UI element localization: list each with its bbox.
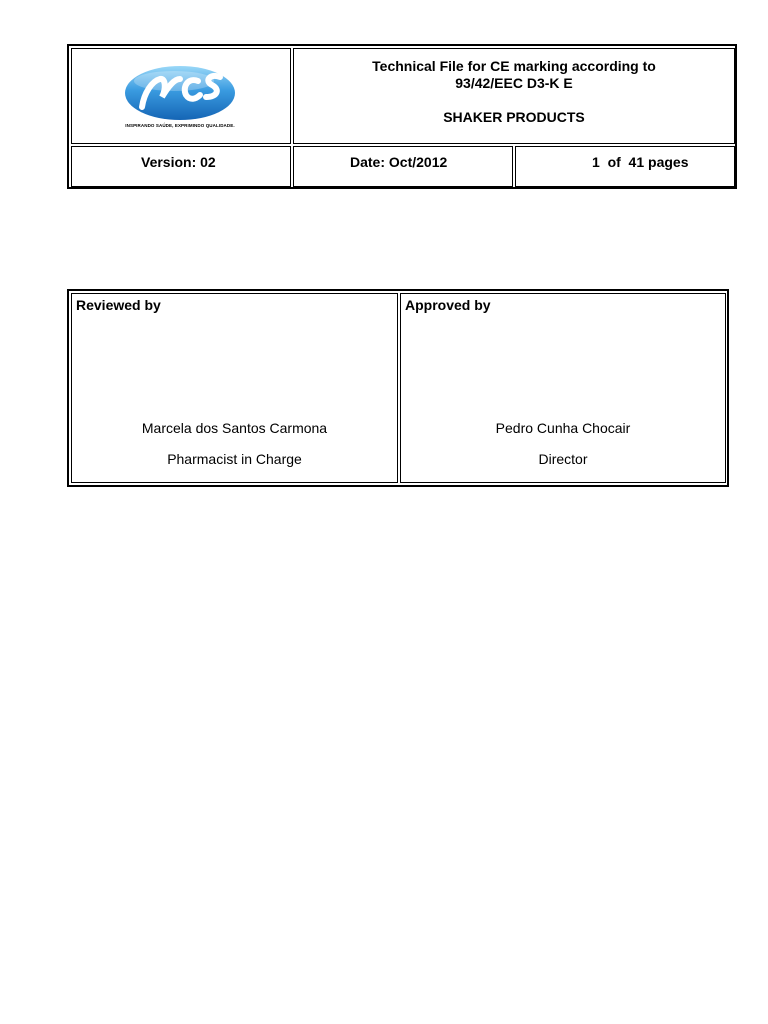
approved-by-cell [400,293,726,483]
version-cell [71,146,291,187]
company-logo [122,63,238,133]
page-count-cell [515,146,735,187]
reviewer-name: Marcela dos Santos Carmona [141,420,328,436]
title-cell [293,48,735,144]
version-label: Version: 02 [141,154,216,170]
document-title-line2: 93/42/EEC D3-K E [455,75,573,91]
approver-name: Pedro Cunha Chocair [495,420,631,436]
document-title-line1: Technical File for CE marking according to [372,58,656,74]
approved-by-heading: Approved by [405,297,491,313]
approval-table [67,289,729,487]
date-cell [293,146,513,187]
logo-tagline: INSPIRANDO SAÚDE, EXPRIMINDO QUALIDADE. [125,123,235,128]
reviewed-by-cell [71,293,398,483]
document-subtitle: SHAKER PRODUCTS [443,109,585,125]
page-count-label: 1 of 41 pages [592,154,689,170]
reviewed-by-heading: Reviewed by [76,297,161,313]
approver-role: Director [538,451,588,467]
date-label: Date: Oct/2012 [350,154,448,170]
document-header-table [67,44,737,189]
ncs-logo-icon [122,63,238,123]
reviewer-role: Pharmacist in Charge [167,451,302,467]
logo-cell [71,48,291,144]
